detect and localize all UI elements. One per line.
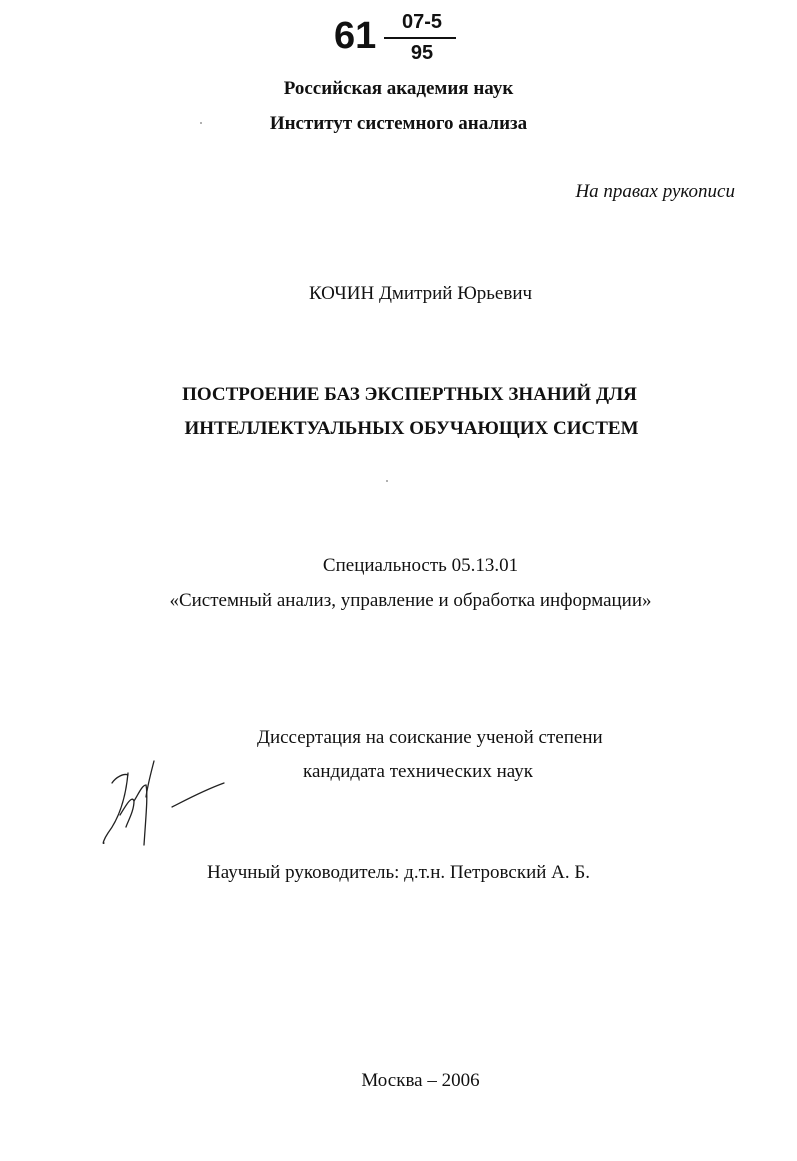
thesis-title-line-2: ИНТЕЛЛЕКТУАЛЬНЫХ ОБУЧАЮЩИХ СИСТЕМ [184, 418, 639, 439]
stamp-main-number: 61 [334, 15, 377, 57]
thesis-title-line-1: ПОСТРОЕНИЕ БАЗ ЭКСПЕРТНЫХ ЗНАНИЙ ДЛЯ [182, 384, 637, 405]
degree-line-2: кандидата технических наук [303, 761, 533, 782]
stamp-fraction-line [384, 37, 456, 39]
manuscript-note: На правах рукописи [575, 181, 735, 202]
academy-name: Российская академия наук [283, 78, 514, 99]
registry-stamp [334, 6, 464, 66]
stamp-denominator: 95 [410, 42, 434, 64]
specialty-name: «Системный анализ, управление и обработка информации» [169, 590, 652, 611]
scan-speck [200, 122, 202, 124]
handwritten-signature [98, 755, 228, 855]
specialty-code: Специальность 05.13.01 [322, 555, 519, 576]
institute-name: Институт системного анализа [269, 113, 528, 134]
author-name: КОЧИН Дмитрий Юрьевич [308, 283, 533, 304]
stamp-numerator: 07-5 [401, 11, 443, 33]
degree-line-1: Диссертация на соискание ученой степени [257, 727, 603, 748]
city-year: Москва – 2006 [361, 1070, 480, 1091]
supervisor-line: Научный руководитель: д.т.н. Петровский А. Б. [207, 862, 591, 883]
scan-speck [386, 480, 388, 482]
